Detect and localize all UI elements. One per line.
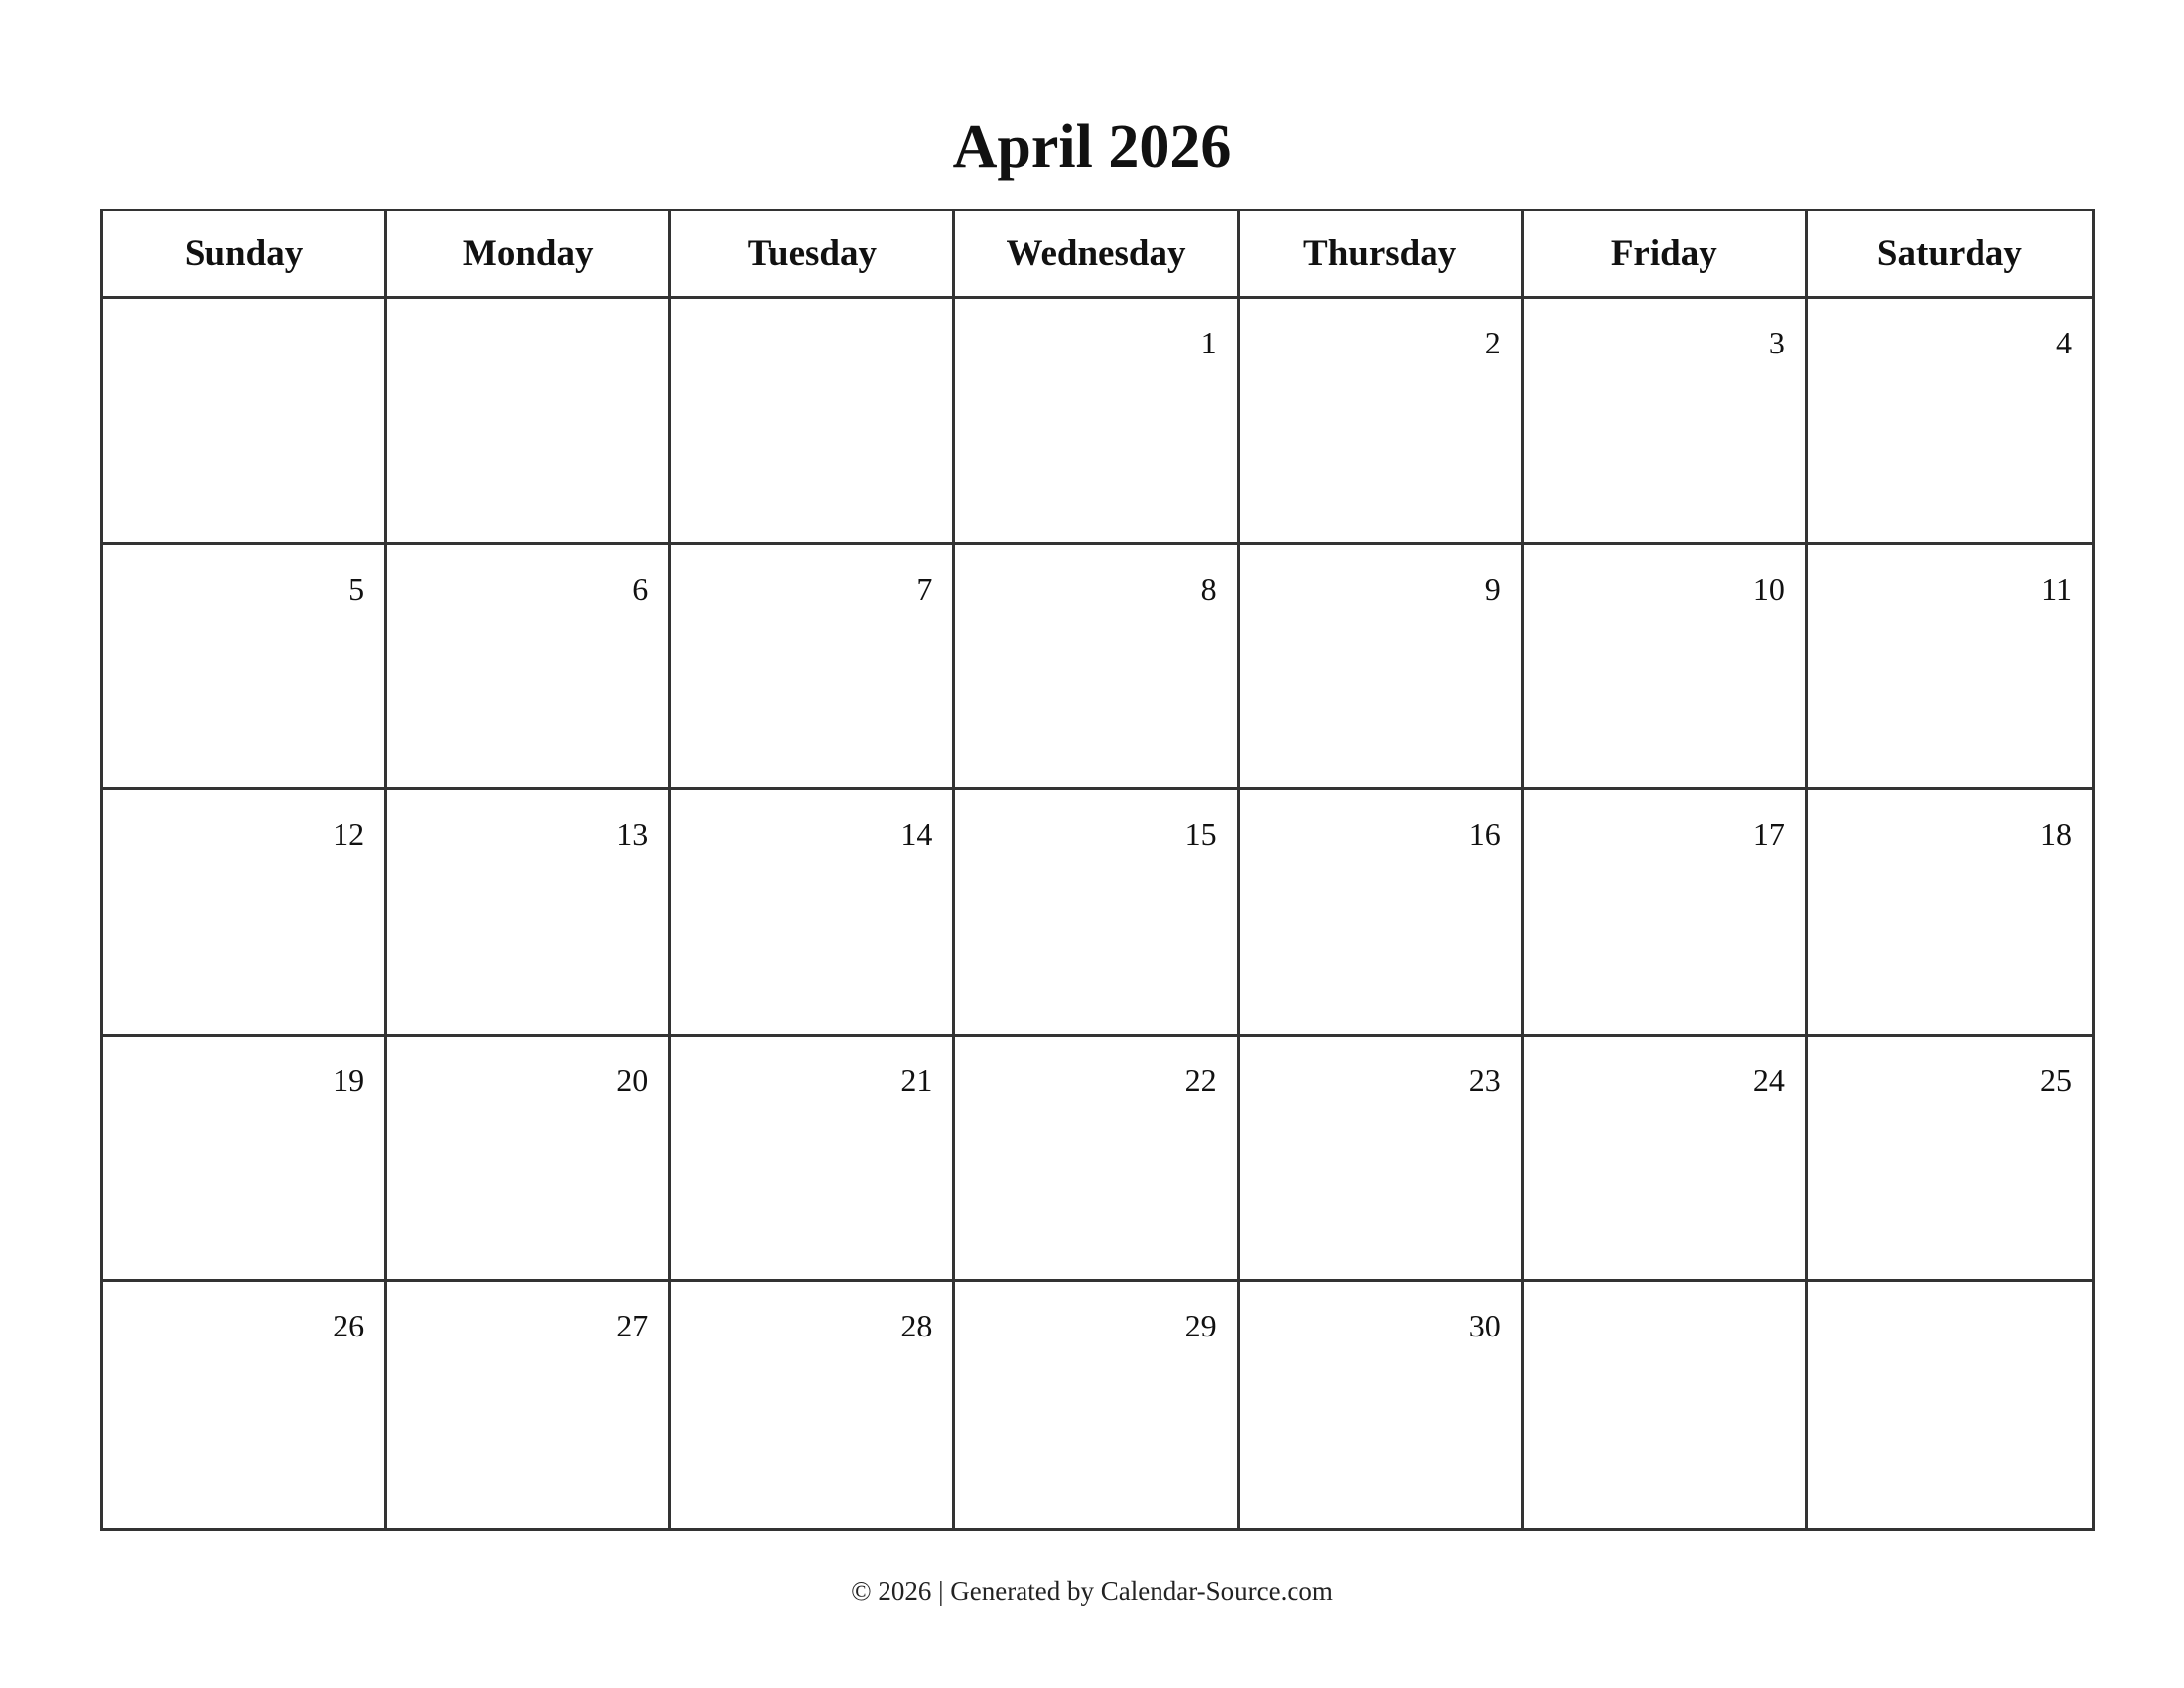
day-cell (1524, 1282, 1808, 1528)
day-number: 3 (1768, 325, 1785, 360)
day-cell (1240, 545, 1524, 791)
day-number: 9 (1484, 570, 1501, 607)
day-cell (1808, 545, 2092, 791)
day-cell (955, 299, 1239, 545)
day-cell (387, 545, 671, 791)
day-number: 20 (616, 1061, 649, 1098)
day-number: 6 (632, 570, 649, 607)
weekday-header-tuesday: Tuesday (671, 211, 955, 299)
day-cell (671, 1037, 955, 1283)
day-number: 19 (333, 1061, 365, 1098)
day-cell (387, 1282, 671, 1528)
day-cell (955, 1037, 1239, 1283)
day-number: 25 (2039, 1061, 2072, 1098)
day-cell (955, 545, 1239, 791)
day-number: 13 (616, 816, 649, 853)
day-number: 5 (348, 570, 365, 607)
day-number: 8 (1200, 570, 1217, 607)
calendar-grid (100, 209, 2095, 1531)
day-cell (1524, 299, 1808, 545)
day-cell (103, 299, 387, 545)
day-cell (1240, 1037, 1524, 1283)
day-number: 14 (900, 816, 933, 853)
day-cell (1524, 545, 1808, 791)
day-number: 27 (616, 1308, 649, 1344)
day-number: 22 (1184, 1061, 1217, 1098)
day-number: 30 (1468, 1308, 1501, 1344)
day-cell (103, 1282, 387, 1528)
day-number: 2 (1484, 325, 1501, 360)
day-cell (103, 545, 387, 791)
day-number: 21 (900, 1061, 933, 1098)
day-cell (103, 790, 387, 1037)
day-cell (387, 299, 671, 545)
day-number: 28 (900, 1308, 933, 1344)
weekday-header-friday: Friday (1524, 211, 1808, 299)
day-cell (671, 790, 955, 1037)
day-number: 18 (2039, 816, 2072, 853)
day-number: 11 (2041, 570, 2072, 607)
day-cell (1524, 790, 1808, 1037)
day-cell (1808, 1037, 2092, 1283)
day-number: 10 (1752, 570, 1785, 607)
day-cell (955, 790, 1239, 1037)
weekday-header-thursday: Thursday (1240, 211, 1524, 299)
weekday-header-monday: Monday (387, 211, 671, 299)
weekday-header-wednesday: Wednesday (955, 211, 1239, 299)
day-number: 16 (1468, 816, 1501, 853)
day-cell (1240, 299, 1524, 545)
day-cell (1524, 1037, 1808, 1283)
day-cell (1240, 1282, 1524, 1528)
day-number: 7 (916, 570, 933, 607)
weekday-header-saturday: Saturday (1808, 211, 2092, 299)
day-cell (103, 1037, 387, 1283)
day-cell (387, 790, 671, 1037)
weekday-header-sunday: Sunday (103, 211, 387, 299)
day-cell (671, 299, 955, 545)
day-number: 15 (1184, 816, 1217, 853)
day-number: 12 (333, 816, 365, 853)
day-cell (671, 1282, 955, 1528)
day-cell (1808, 1282, 2092, 1528)
day-cell (1808, 790, 2092, 1037)
day-number: 23 (1468, 1061, 1501, 1098)
day-number: 1 (1200, 325, 1217, 360)
day-number: 24 (1752, 1061, 1785, 1098)
day-cell (671, 545, 955, 791)
day-number: 29 (1184, 1308, 1217, 1344)
day-cell (1808, 299, 2092, 545)
day-cell (955, 1282, 1239, 1528)
day-cell (1240, 790, 1524, 1037)
day-number: 4 (2055, 325, 2072, 360)
footer-credit: © 2026 | Generated by Calendar-Source.com (851, 1576, 1333, 1606)
day-number: 17 (1752, 816, 1785, 853)
day-cell (387, 1037, 671, 1283)
day-number: 26 (333, 1308, 365, 1344)
page-title: April 2026 (952, 113, 1232, 181)
